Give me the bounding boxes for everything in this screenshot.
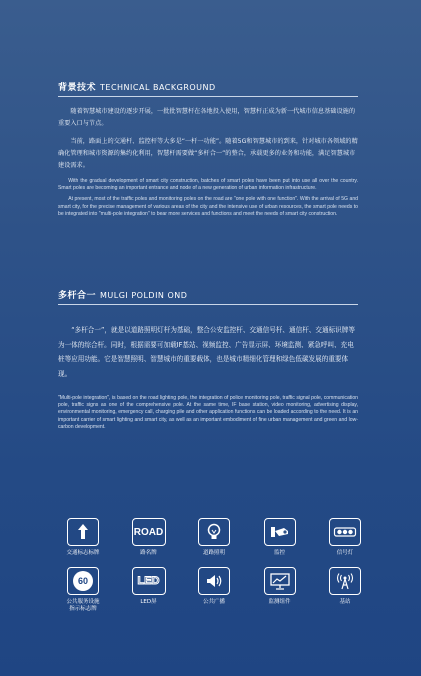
icon-row-2 [58,567,370,613]
icon-label-line1: 公共服务设施 [66,599,100,605]
paragraph-en-2: At present, most of the traffic poles and monitoring poles on the road are "one pole with one function". With the arrival of 5G and smart city, for the precise management of various areas of the city and the intensive use of urban resources, the smart pole needs to be integrated into "multi-pole integration" to bear more services and functions and meet the needs of smart city construction. [58,196,358,217]
icon-item-broadcast [189,567,239,613]
road-sign-icon [132,518,166,546]
icon-label: 道路照明 [202,550,225,556]
function-icons [58,518,370,623]
icon-item-led [124,567,174,613]
road-sign-text: ROAD [133,526,164,538]
speed-limit-icon [67,567,99,595]
icon-item-traffic-light [320,518,370,557]
led-screen-icon [132,567,166,595]
section-title-zh: 背景技术 [58,83,97,93]
icon-item-camera [255,518,305,557]
traffic-sign-icon [67,518,99,546]
paragraph-en: "Multi-pole integration", is based on the road lighting pole, the integration of police monitoring pole, traffic signal pole, communication pole, traffic signs as one of the comprehensive pole. At the same time, IF base station, video monitoring, advertising display, environmental monitoring, emergency call, charging pile and other application functions can be loaded according to the need. It is an important carrier of smart lighting and smart city, as well as an important embodiment of fine urban management and green and low-carbon development. [58,395,358,430]
monitor-chart-icon [264,567,296,595]
icon-label: 监测组件 [268,599,291,605]
multipole-section [58,288,358,431]
icon-label: 信号灯 [336,550,354,556]
antenna-icon [329,567,361,595]
section-title [58,288,358,305]
icon-label: 基站 [339,599,351,605]
speed-limit-circle [73,571,93,591]
background-section [58,80,358,218]
icon-item-road-sign [124,518,174,557]
icon-label: LED屏 [140,599,157,605]
speed-limit-text: 60 [77,576,88,586]
icon-item-monitoring [255,567,305,613]
paragraph-zh: “多杆合一”，就是以道路照明灯杆为基础，整合公安监控杆、交通信号杆、通信杆、交通标识牌等为一体的综合杆。同时，根据需要可加载IF基站、视频监控、广告显示屏、环境监测、紧急呼叫、充电桩等应用功能。它是智慧照明、智慧城市的重要载体，也是城市精细化管理和绿色低碳发展的重要体现。 [58,326,355,378]
paragraph-en-1: With the gradual development of smart city construction, batches of smart poles have been put into use all over the country. Smart poles are becoming an important entrance and node of a new generation of urban information infrastructure. [58,178,358,192]
light-bulb-icon [198,518,230,546]
section-title-en: MULGI POLDIN OND [100,291,188,300]
icon-label-line2: 指示标志牌 [69,606,97,612]
icon-label: 交通标志标牌 [66,550,100,556]
icon-item-base-station [320,567,370,613]
section-title-zh: 多杆合一 [58,291,97,301]
camera-icon [264,518,296,546]
section-title-en: TECHNICAL BACKGROUND [100,83,216,92]
paragraph-zh-2: 当前，路面上的交通杆、监控杆等大多是“一杆一功能”。随着5G和智慧城市的到来，针对城市各领域的精确化管理和城市资源的集约化利用，智慧杆需要做“多杆合一”的整合，承载更多的业务和功能，满足智慧城市建设需求。 [58,138,358,169]
icon-item-public-service [58,567,108,613]
section-title [58,80,358,97]
icon-item-lighting [189,518,239,557]
icon-item-traffic-sign [58,518,108,557]
icon-row-1 [58,518,370,557]
paragraph-zh-1: 随着智慧城市建设的逐步开展，一批批智慧杆在各地投入使用，智慧杆正成为新一代城市信息基础设施的重要入口与节点。 [58,108,356,127]
icon-label: 监控 [273,550,285,556]
traffic-light-icon [329,518,361,546]
icon-label: 路名牌 [140,550,157,556]
icon-label: 公共广播 [202,599,225,605]
speaker-icon [198,567,230,595]
led-text: LED [137,575,160,587]
icon-label [66,599,99,613]
